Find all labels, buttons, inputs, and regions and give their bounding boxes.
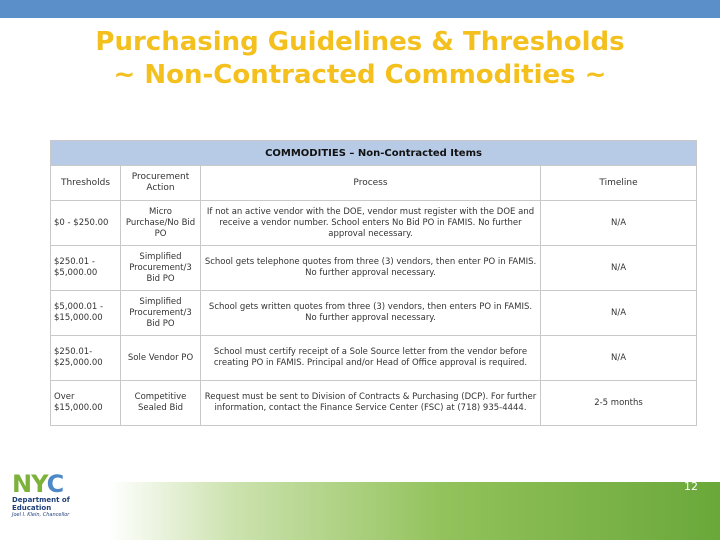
slide-title xyxy=(0,26,720,92)
action-cell: Simplified Procurement/3 Bid PO xyxy=(121,246,201,291)
timeline-cell: 2-5 months xyxy=(541,381,697,426)
logo-chancellor: Joel I. Klein, Chancellor xyxy=(12,512,70,518)
title-line-1: Purchasing Guidelines & Thresholds xyxy=(95,27,625,57)
table-title: COMMODITIES – Non-Contracted Items xyxy=(51,141,697,166)
process-cell: School must certify receipt of a Sole Source letter from the vendor before creating PO in FAMIS. Principal and/or Head of Office approval is required. xyxy=(201,336,541,381)
header-procurement-action: Procurement Action xyxy=(121,166,201,201)
timeline-cell: N/A xyxy=(541,336,697,381)
logo-department-of: Department of xyxy=(12,496,70,504)
logo-education: Education xyxy=(12,504,52,512)
bottom-accent-bar xyxy=(108,482,720,540)
top-accent-bar xyxy=(0,0,720,18)
threshold-cell: $250.01- $25,000.00 xyxy=(51,336,121,381)
process-cell: School gets written quotes from three (3) vendors, then enters PO in FAMIS. No further approval necessary. xyxy=(201,291,541,336)
table-row xyxy=(51,381,697,426)
threshold-cell: Over $15,000.00 xyxy=(51,381,121,426)
nyc-wordmark: NYC xyxy=(12,470,64,498)
action-cell: Micro Purchase/No Bid PO xyxy=(121,201,201,246)
table-row xyxy=(51,336,697,381)
action-cell: Competitive Sealed Bid xyxy=(121,381,201,426)
process-cell: If not an active vendor with the DOE, vendor must register with the DOE and receive a vendor number. School enters No Bid PO in FAMIS. No further approval necessary. xyxy=(201,201,541,246)
timeline-cell: N/A xyxy=(541,246,697,291)
timeline-cell: N/A xyxy=(541,201,697,246)
header-thresholds: Thresholds xyxy=(51,166,121,201)
header-process: Process xyxy=(201,166,541,201)
action-cell: Sole Vendor PO xyxy=(121,336,201,381)
table-row xyxy=(51,201,697,246)
threshold-cell: $5,000.01 - $15,000.00 xyxy=(51,291,121,336)
title-line-2: ~ Non-Contracted Commodities ~ xyxy=(113,60,607,90)
process-cell: Request must be sent to Division of Contracts & Purchasing (DCP). For further information, contact the Finance Service Center (FSC) at (718) 935-4444. xyxy=(201,381,541,426)
threshold-cell: $0 - $250.00 xyxy=(51,201,121,246)
action-cell: Simplified Procurement/3 Bid PO xyxy=(121,291,201,336)
table-row xyxy=(51,291,697,336)
nyc-doe-logo xyxy=(12,472,92,532)
header-timeline: Timeline xyxy=(541,166,697,201)
page-number: 12 xyxy=(684,480,698,493)
commodities-table xyxy=(50,140,697,426)
timeline-cell: N/A xyxy=(541,291,697,336)
process-cell: School gets telephone quotes from three (3) vendors, then enter PO in FAMIS. No further approval necessary. xyxy=(201,246,541,291)
table-row xyxy=(51,246,697,291)
threshold-cell: $250.01 - $5,000.00 xyxy=(51,246,121,291)
